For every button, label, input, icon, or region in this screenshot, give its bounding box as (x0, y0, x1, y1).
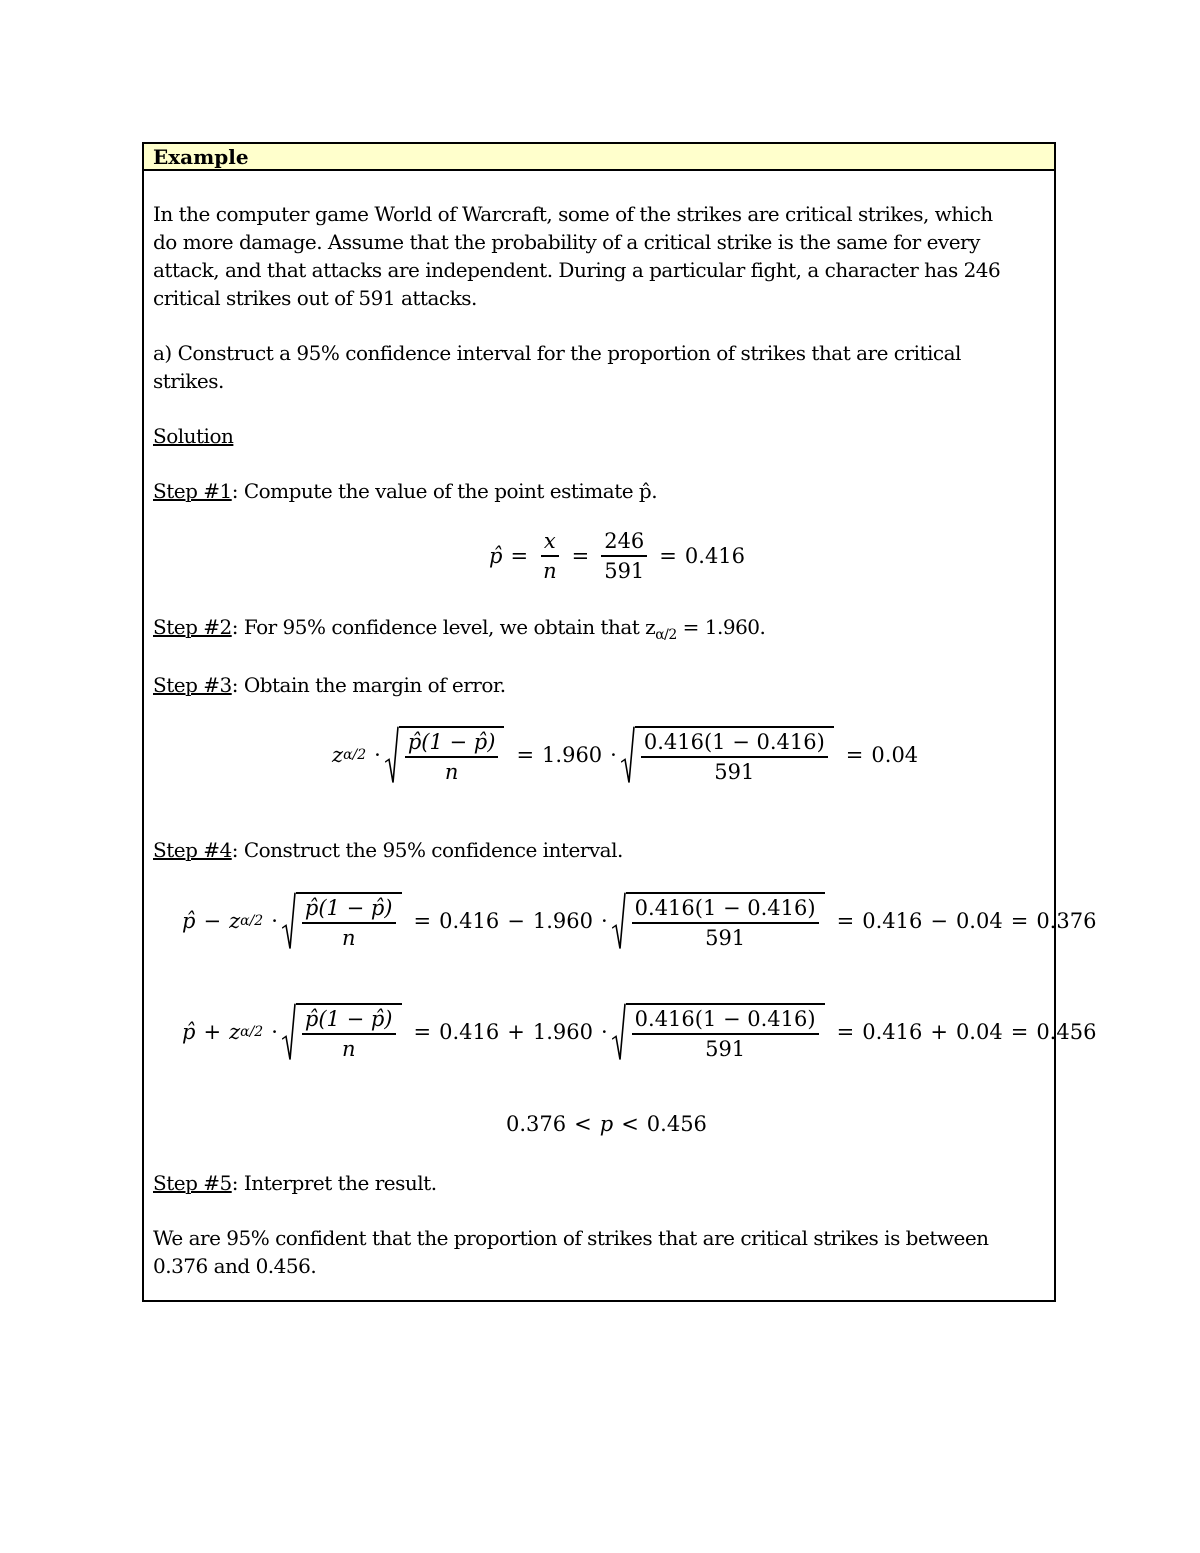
numerator: 0.416(1 − 0.416) (632, 896, 819, 924)
numerator: p̂(1 − p̂) (302, 896, 396, 924)
step-label: Step #4 (153, 838, 232, 862)
dot-operator: · (271, 909, 278, 933)
plus-sign: + (507, 1020, 525, 1044)
margin-value: 0.04 (955, 909, 1003, 933)
step-1 (153, 477, 1033, 505)
denominator: n (444, 760, 459, 784)
solution-label: Solution (153, 424, 234, 448)
step-3 (153, 671, 1033, 699)
z-symbol: z (229, 1020, 241, 1044)
equals-sign: = (571, 544, 590, 568)
equals-sign: = (413, 1020, 432, 1044)
less-than-sign: < (574, 1112, 592, 1136)
phat-symbol: p̂ (182, 1020, 196, 1044)
denominator: 591 (714, 760, 755, 784)
estimate-value: 0.416 (862, 909, 923, 933)
step-text-tail: = 1.960. (676, 615, 766, 639)
step-5 (153, 1169, 1033, 1197)
phat-symbol: p̂ (489, 544, 503, 568)
equals-sign: = (510, 544, 529, 568)
step-label: Step #5 (153, 1171, 232, 1195)
denominator: 591 (604, 559, 645, 583)
margin-of-error-formula (332, 726, 918, 784)
z-value: 1.960 (532, 1020, 593, 1044)
dot-operator: · (600, 1020, 608, 1044)
point-estimate-formula (489, 529, 745, 583)
sqrt-numeric (621, 726, 834, 784)
phat-symbol: p̂ (182, 909, 196, 933)
example-title: Example (153, 145, 249, 169)
conclusion (153, 1224, 1033, 1280)
denominator: n (341, 926, 356, 950)
sqrt-symbolic (282, 892, 402, 950)
conclusion-line: 0.376 and 0.456. (153, 1254, 317, 1278)
numerator: 246 (601, 529, 647, 557)
sqrt-numeric (612, 892, 825, 950)
confidence-interval-result (506, 1112, 707, 1136)
dot-operator: · (610, 743, 617, 767)
conclusion-line: We are 95% confident that the proportion of strikes that are critical strikes is between (153, 1226, 989, 1250)
dot-operator: · (600, 909, 608, 933)
solution-heading (153, 422, 1033, 450)
numerator: x (541, 529, 559, 557)
less-than-sign: < (621, 1112, 639, 1136)
plus-sign: + (930, 1020, 948, 1044)
minus-sign: − (507, 909, 525, 933)
upper-bound-formula (182, 1003, 1096, 1061)
point-estimate-value: 0.416 (684, 544, 746, 568)
lower-bound-value: 0.376 (506, 1112, 567, 1136)
equals-sign: = (836, 1020, 855, 1044)
upper-bound-value: 0.456 (1036, 1020, 1097, 1044)
example-box (142, 142, 1097, 1302)
numerator: p̂(1 − p̂) (405, 730, 499, 758)
z-value: 1.960 (532, 909, 593, 933)
fraction-x-over-n (540, 529, 560, 583)
z-subscript: α/2 (240, 913, 264, 929)
lower-bound-formula (182, 892, 1096, 950)
margin-value: 0.04 (871, 743, 919, 767)
z-symbol: z (229, 909, 241, 933)
upper-bound-value: 0.456 (646, 1112, 707, 1136)
problem-statement (153, 200, 1033, 312)
problem-line: In the computer game World of Warcraft, some of the strikes are critical strikes, which (153, 202, 993, 226)
z-subscript: α/2 (240, 1024, 264, 1040)
plus-sign: + (203, 1020, 222, 1044)
step-text: : Compute the value of the point estimate p̂. (231, 479, 658, 503)
z-subscript: α/2 (343, 747, 367, 763)
equals-sign: = (516, 743, 535, 767)
equals-sign: = (845, 743, 864, 767)
equals-sign: = (1010, 1020, 1029, 1044)
numerator: 0.416(1 − 0.416) (632, 1007, 819, 1035)
estimate-value: 0.416 (439, 909, 500, 933)
z-value: 1.960 (542, 743, 603, 767)
p-symbol: p (599, 1112, 614, 1136)
sqrt-numeric (612, 1003, 825, 1061)
problem-line: critical strikes out of 591 attacks. (153, 286, 477, 310)
sqrt-symbolic (385, 726, 505, 784)
margin-value: 0.04 (955, 1020, 1003, 1044)
question-line: strikes. (153, 369, 224, 393)
denominator: 591 (705, 926, 746, 950)
denominator: n (543, 559, 557, 583)
equals-sign: = (659, 544, 677, 568)
step-label: Step #2 (153, 615, 232, 639)
fraction-values (601, 529, 647, 583)
z-symbol: z (332, 743, 344, 767)
denominator: 591 (705, 1037, 746, 1061)
problem-line: attack, and that attacks are independent. During a particular fight, a character has 246 (153, 258, 1001, 282)
denominator: n (341, 1037, 356, 1061)
example-header (144, 144, 1054, 171)
step-text: : Obtain the margin of error. (231, 673, 506, 697)
numerator: p̂(1 − p̂) (302, 1007, 396, 1035)
estimate-value: 0.416 (439, 1020, 500, 1044)
minus-sign: − (930, 909, 948, 933)
step-text: : Construct the 95% confidence interval. (231, 838, 623, 862)
question-a (153, 339, 1033, 395)
equals-sign: = (1010, 909, 1029, 933)
minus-sign: − (203, 909, 222, 933)
step-text-subscript: α/2 (655, 627, 677, 643)
sqrt-symbolic (282, 1003, 402, 1061)
estimate-value: 0.416 (862, 1020, 923, 1044)
question-line: a) Construct a 95% confidence interval for the proportion of strikes that are critical (153, 341, 961, 365)
equals-sign: = (413, 909, 432, 933)
step-text: : For 95% confidence level, we obtain that z (231, 615, 656, 639)
lower-bound-value: 0.376 (1036, 909, 1097, 933)
step-label: Step #1 (153, 479, 232, 503)
step-2 (153, 613, 1033, 649)
step-label: Step #3 (153, 673, 232, 697)
numerator: 0.416(1 − 0.416) (641, 730, 828, 758)
step-text: : Interpret the result. (231, 1171, 437, 1195)
dot-operator: · (374, 743, 381, 767)
step-4 (153, 836, 1033, 864)
dot-operator: · (271, 1020, 278, 1044)
equals-sign: = (836, 909, 855, 933)
problem-line: do more damage. Assume that the probability of a critical strike is the same for every (153, 230, 980, 254)
